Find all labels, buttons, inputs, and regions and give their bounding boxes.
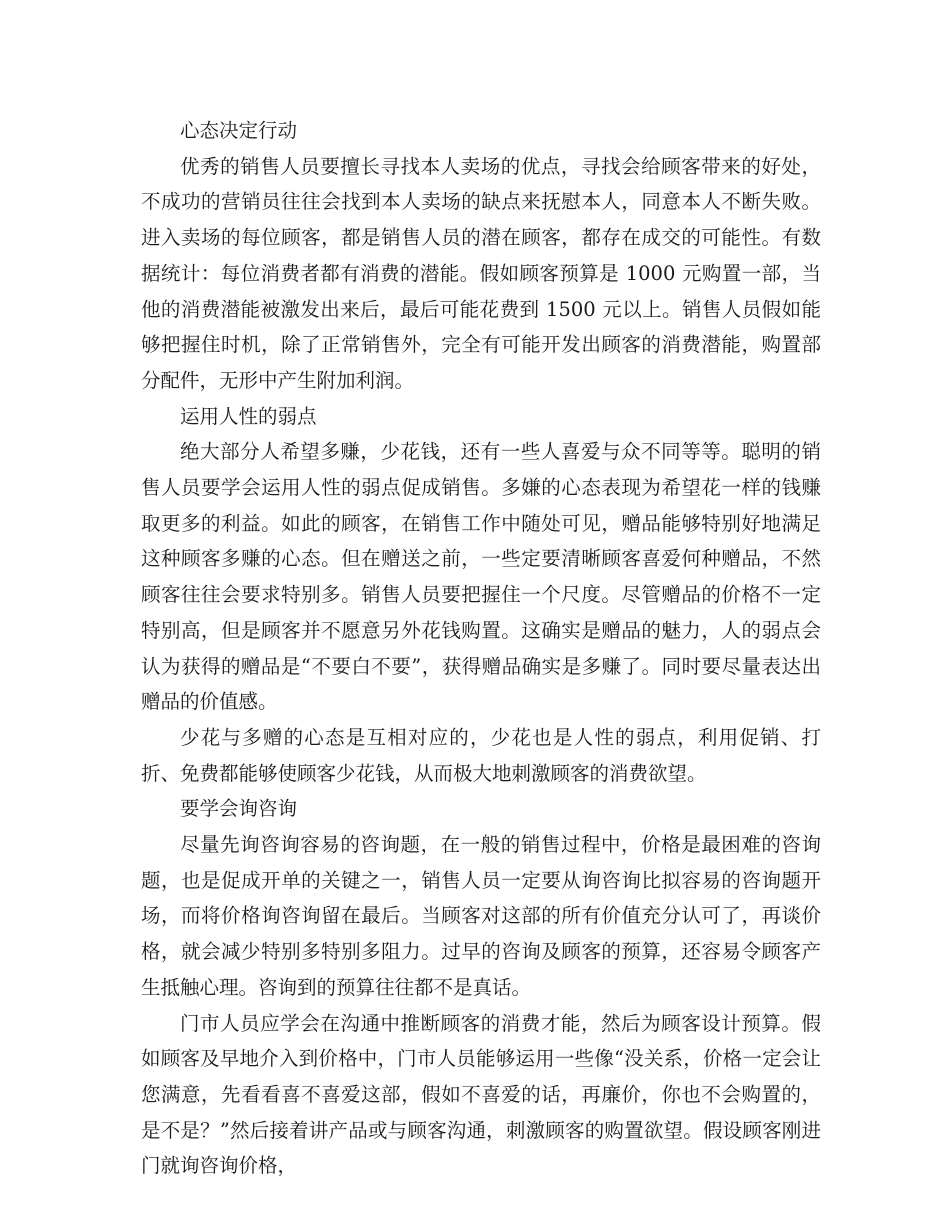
section-heading-human-weakness: 运用人性的弱点	[180, 404, 317, 428]
section-heading-mindset: 心态决定行动	[180, 119, 298, 142]
paragraph-budget: 门市人员应学会在沟通中推断顾客的消费才能，然后为顾客设计预算。假如顾客及早地介入到价格中，门市人员能够运用一些像“没关系，价格一定会让您满意，先看看喜不喜爱这部，假如不喜爱的话，再廉价，你也不会购置的，是不是？”然后接着讲产品或与顾客沟通，刺激顾客的购置欲望。假设顾客刚进门就询咨询价格，	[141, 1011, 821, 1178]
section-heading-asking: 要学会询咨询	[180, 797, 298, 821]
paragraph-human-weakness: 绝大部分人希望多赚，少花钱，还有一些人喜爱与众不同等等。聪明的销售人员要学会运用人性的弱点促成销售。多嫌的心态表现为希望花一样的钱赚取更多的利益。如此的顾客，在销售工作中随处可见，赠品能够特别好地满足这种顾客多赚的心态。但在赠送之前，一些定要清晰顾客喜爱何种赠品，不然顾客往往会要求特别多。销售人员要把握住一个尺度。尽管赠品的价格不一定特别高，但是顾客并不愿意另外花钱购置。这确实是赠品的魅力，人的弱点会认为获得的赠品是“不要白不要”，获得赠品确实是多赚了。同时要尽量表达出赠品的价值感。	[141, 440, 821, 714]
document-body	[141, 113, 821, 1184]
paragraph-asking-questions: 尽量先询咨询容易的咨询题，在一般的销售过程中，价格是最困难的咨询题，也是促成开单的关键之一，销售人员一定要从询咨询比拟容易的咨询题开场，而将价格询咨询留在最后。当顾客对这部的所有价值充分认可了，再谈价格，就会减少特别多特别多阻力。过早的咨询及顾客的预算，还容易令顾客产生抵触心理。咨询到的预算往往都不是真话。	[141, 833, 821, 999]
paragraph-spend-less: 少花与多赠的心态是互相对应的，少花也是人性的弱点，利用促销、打折、免费都能够使顾客少花钱，从而极大地刺激顾客的消费欲望。	[141, 725, 821, 785]
paragraph-mindset: 优秀的销售人员要擅长寻找本人卖场的优点，寻找会给顾客带来的好处，不成功的营销员往往会找到本人卖场的缺点来抚慰本人，同意本人不断失败。进入卖场的每位顾客，都是销售人员的潜在顾客，都存在成交的可能性。有数据统计：每位消费者都有消费的潜能。假如顾客预算是 1000 元购置一部，当他的消费潜能被激发出来后，最后可能花费到 1500 元以上。销售人员假如能够把握住时机，除了正常销售外，完全有可能开发出顾客的消费潜能，购置部分配件，无形中产生附加利润。	[141, 154, 821, 392]
